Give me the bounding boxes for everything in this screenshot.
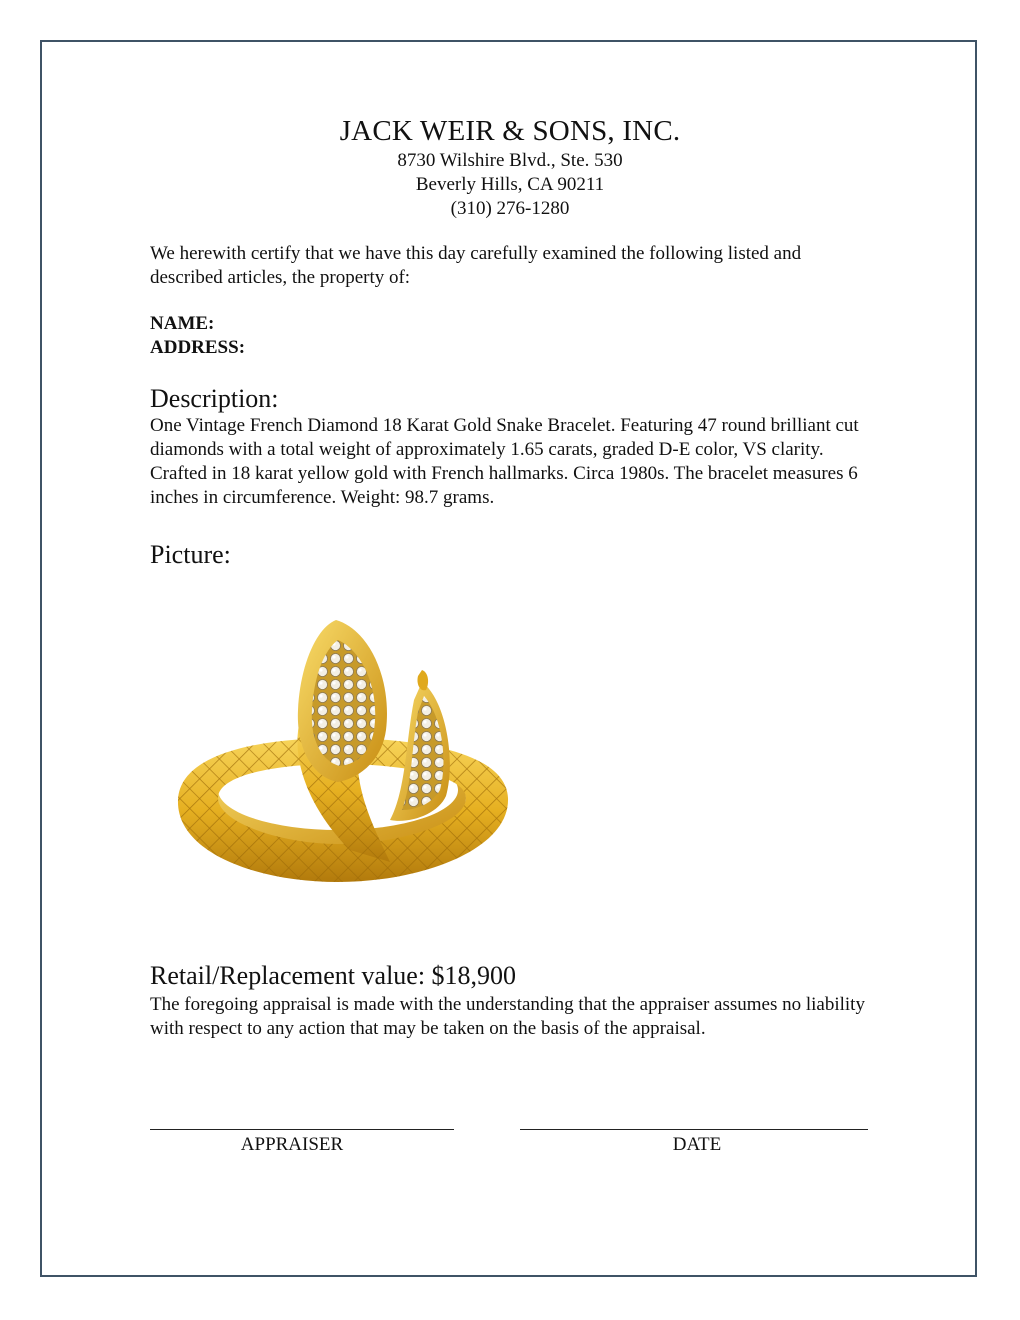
description-heading: Description: — [150, 384, 279, 413]
appraiser-label: APPRAISER — [240, 1134, 344, 1155]
bracelet-photo — [160, 600, 520, 900]
company-name: JACK WEIR & SONS, INC. — [339, 115, 681, 147]
appraiser-signature-line — [150, 1129, 454, 1130]
description-text: One Vintage French Diamond 18 Karat Gold Snake Bracelet. Featuring 47 round brilliant cut diamonds with a total weight of approximately 1.65 carats, graded D-E color, VS clarity. Crafted in 18 karat yellow gold with French hallmarks. Circa 1980s. The bracelet measures 6 inches in circumference. Weight: 98.7 grams. — [150, 415, 859, 508]
company-phone: (310) 276-1280 — [450, 198, 570, 219]
snake-bracelet-illustration — [160, 600, 520, 900]
date-label: DATE — [672, 1134, 722, 1155]
certification-intro: We herewith certify that we have this day carefully examined the following listed and described articles, the property of: — [150, 243, 802, 288]
picture-heading: Picture: — [150, 540, 231, 569]
appraisal-disclaimer: The foregoing appraisal is made with the understanding that the appraiser assumes no liability with respect to any action that may be taken on the basis of the appraisal. — [150, 994, 865, 1039]
date-signature-line — [520, 1129, 868, 1130]
letterhead — [0, 113, 1020, 221]
company-address-line1: 8730 Wilshire Blvd., Ste. 530 — [397, 150, 623, 171]
owner-fields — [150, 312, 875, 360]
company-address-line2: Beverly Hills, CA 90211 — [415, 174, 605, 195]
name-label: NAME: — [150, 313, 215, 334]
retail-value-heading: Retail/Replacement value: $18,900 — [150, 961, 517, 990]
address-label: ADDRESS: — [150, 337, 246, 358]
